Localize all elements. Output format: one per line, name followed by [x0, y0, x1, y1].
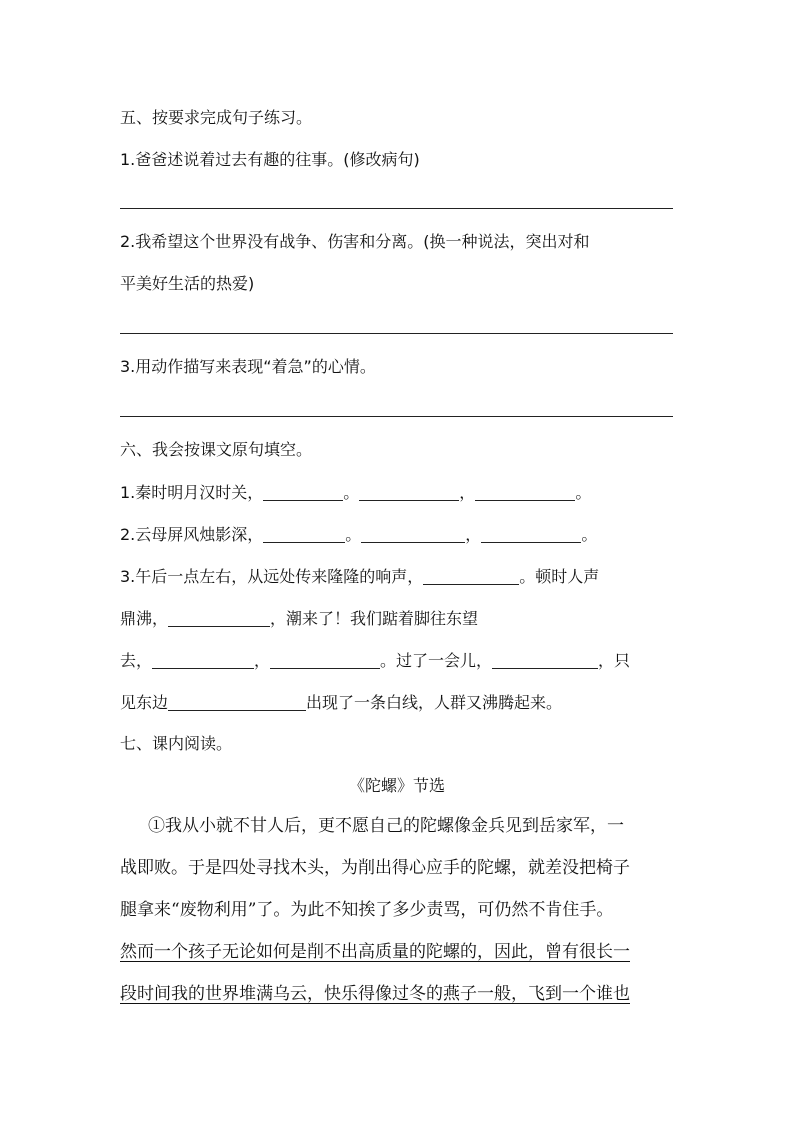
passage-line: 战即败。于是四处寻找木头，为削出得心应手的陀螺，就差没把椅子: [120, 858, 630, 878]
q3-text: 去，: [120, 651, 153, 670]
sec5-question-1: 1.爸爸述说着过去有趣的往事。(修改病句): [120, 150, 420, 169]
section-6-heading: 六、我会按课文原句填空。: [120, 440, 313, 459]
answer-line-2[interactable]: [120, 333, 673, 334]
q3-text: 鼎沸，: [120, 609, 169, 628]
sec6-question-3-line-3: [120, 650, 630, 671]
period: 。: [345, 525, 362, 544]
q3-text: ，只: [598, 651, 631, 670]
fill-blank[interactable]: [481, 524, 581, 543]
passage-title: 《陀螺》节选: [348, 776, 445, 795]
period: 。: [575, 483, 592, 502]
fill-blank[interactable]: [359, 482, 459, 501]
q3-text: 出现了一条白线，人群又沸腾起来。: [306, 693, 563, 712]
passage-line: ①我从小就不甘人后，更不愿自己的陀螺像金兵见到岳家军，一: [148, 816, 624, 836]
fill-blank[interactable]: [263, 482, 343, 501]
fill-blank[interactable]: [475, 482, 575, 501]
sec6-question-1: [120, 482, 591, 503]
sec5-question-2-line-1: 2.我希望这个世界没有战争、伤害和分离。(换一种说法，突出对和: [120, 232, 590, 251]
passage-line-underlined: 段时间我的世界堆满乌云，快乐得像过冬的燕子一般，飞到一个谁也: [120, 984, 630, 1004]
fill-blank[interactable]: [263, 524, 345, 543]
sec5-question-3: 3.用动作描写来表现“着急”的心情。: [120, 357, 376, 376]
comma: ，: [254, 651, 271, 670]
fill-blank[interactable]: [423, 566, 519, 585]
sec6-question-2: [120, 524, 597, 545]
sec6-question-3-line-2: [120, 608, 478, 629]
q3-text: ，潮来了！我们踮着脚往东望: [270, 609, 479, 628]
answer-line-3[interactable]: [120, 416, 673, 417]
q3-text: 。顿时人声: [519, 567, 600, 586]
fill-blank[interactable]: [270, 650, 380, 669]
section-5-heading: 五、按要求完成句子练习。: [120, 108, 313, 127]
q3-text: 3.午后一点左右，从远处传来隆隆的响声，: [120, 567, 424, 586]
fill-blank[interactable]: [361, 524, 465, 543]
q1-prefix: 1.秦时明月汉时关，: [120, 483, 264, 502]
period: 。: [343, 483, 360, 502]
section-7-heading: 七、课内阅读。: [120, 734, 233, 753]
q3-text: 。过了一会儿，: [380, 651, 493, 670]
fill-blank[interactable]: [168, 608, 270, 627]
sec6-question-3-line-1: [120, 566, 599, 587]
q2-prefix: 2.云母屏风烛影深，: [120, 525, 264, 544]
comma: ，: [465, 525, 482, 544]
passage-line: 腿拿来“废物利用”了。为此不知挨了多少责骂，可仍然不肯住手。: [120, 900, 614, 920]
answer-line-1[interactable]: [120, 208, 673, 209]
fill-blank[interactable]: [168, 692, 306, 711]
sec5-question-2-line-2: 平美好生活的热爱): [120, 274, 255, 293]
comma: ，: [459, 483, 476, 502]
fill-blank[interactable]: [492, 650, 598, 669]
q3-text: 见东边: [120, 693, 169, 712]
passage-line-underlined: 然而一个孩子无论如何是削不出高质量的陀螺的，因此，曾有很长一: [120, 942, 630, 962]
fill-blank[interactable]: [152, 650, 254, 669]
sec6-question-3-line-4: [120, 692, 562, 713]
period: 。: [581, 525, 598, 544]
